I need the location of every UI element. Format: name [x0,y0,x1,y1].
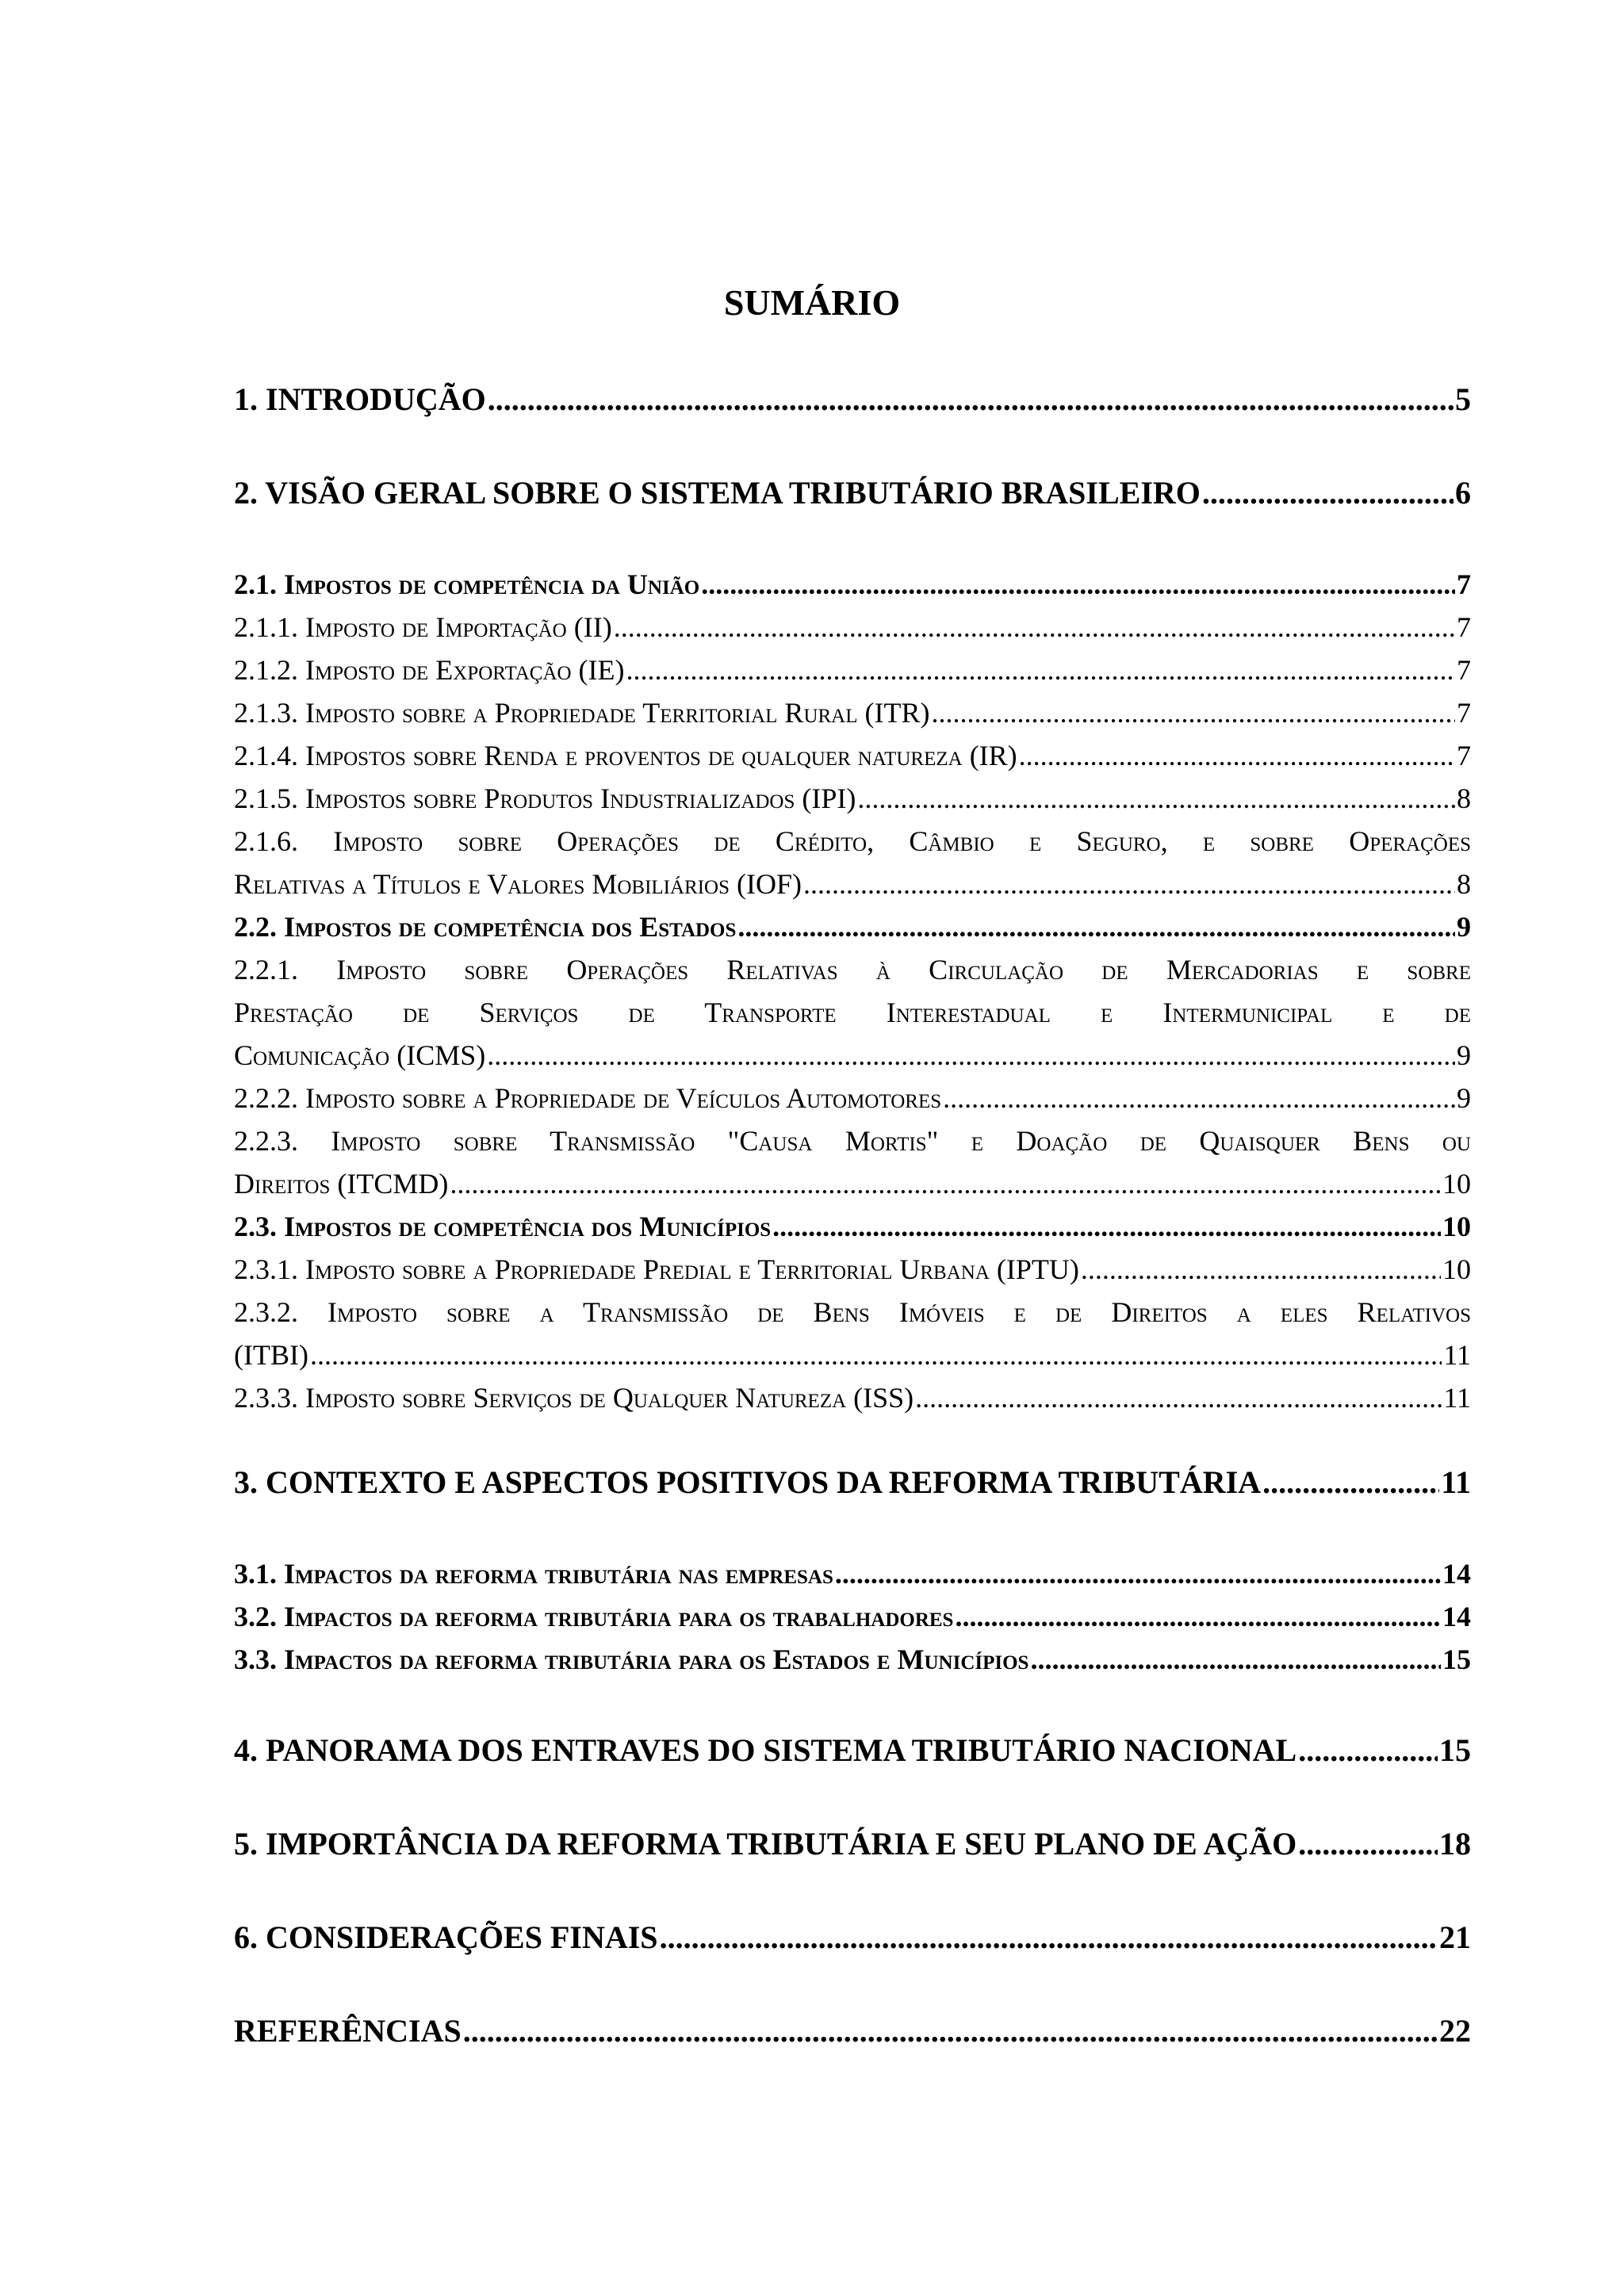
dot-leader [857,782,1455,815]
toc-entry-page: 14 [1442,1558,1471,1590]
dot-leader [737,910,1455,943]
toc-entry-label: (ITBI) [234,1339,308,1371]
dot-leader [1081,1253,1441,1286]
toc-entry-page: 8 [1457,783,1471,814]
toc-entry-label: 2.1. Impostos de competência da União [234,568,700,600]
toc-entry-page: 11 [1441,1464,1471,1500]
toc-entry-page: 5 [1455,381,1471,417]
dot-leader [660,1919,1438,1956]
toc-entry-page: 9 [1457,911,1471,943]
toc-entry-last-line [234,1338,1471,1372]
toc-entry-page: 7 [1457,611,1471,643]
toc-entry-label: 3.2. Impactos da reforma tributária para os trabalhadores [234,1601,954,1632]
toc-entry-3-3[interactable] [234,1643,1471,1676]
dot-leader [915,1381,1442,1414]
toc-entry-page: 6 [1455,475,1471,511]
toc-entry-2-3-1[interactable] [234,1253,1471,1286]
toc-entry-references[interactable] [234,2012,1471,2049]
toc-entry-last-line [234,1167,1471,1200]
dot-leader [1262,1464,1439,1501]
toc-entry-label-line: 2.3.2. Imposto sobre a Transmissão de Bens Imóveis e de Direitos a eles Relativos [234,1296,1471,1328]
dot-leader [463,2012,1438,2049]
toc-entry-label: Direitos (ITCMD) [234,1168,449,1200]
dot-leader [488,381,1454,418]
dot-leader [1298,1732,1438,1769]
toc-entry-2-1-4[interactable] [234,739,1471,772]
dot-leader [701,568,1455,601]
toc-entry-page: 8 [1457,868,1471,900]
page-title: SUMÁRIO [723,282,901,323]
toc-entry-label: Relativas a Títulos e Valores Mobiliários (IOF) [234,868,802,900]
toc-entry-page: 10 [1442,1211,1471,1242]
toc-entry-page: 22 [1439,2013,1471,2049]
toc-entry-page: 11 [1443,1382,1471,1414]
toc-entry-2-1-5[interactable] [234,782,1471,815]
dot-leader [835,1557,1441,1590]
toc-entry-3[interactable] [234,1464,1471,1501]
toc-entry-label: 2.1.2. Imposto de Exportação (IE) [234,654,625,686]
toc-entry-page: 15 [1442,1644,1471,1675]
dot-leader [955,1600,1441,1633]
toc-entry-2-2-2[interactable] [234,1081,1471,1115]
toc-entry-label: Comunicação (ICMS) [234,1039,486,1071]
toc-entry-label: 2.1.3. Imposto sobre a Propriedade Territorial Rural (ITR) [234,697,930,729]
toc-entry-2-1[interactable] [234,568,1471,601]
toc-entry-page: 7 [1457,740,1471,771]
toc-entry-label: 1. INTRODUÇÃO [234,381,486,417]
toc-entry-page: 7 [1457,697,1471,729]
toc-entry-2-3[interactable] [234,1210,1471,1243]
toc-entry-page: 9 [1457,1039,1471,1071]
toc-entry-label-line: 2.1.6. Imposto sobre Operações de Crédito, Câmbio e Seguro, e sobre Operações [234,825,1471,857]
toc-entry-page: 10 [1442,1253,1471,1285]
dot-leader [614,610,1455,644]
toc-entry-label: 2.2. Impostos de competência dos Estados [234,911,737,943]
toc-entry-page: 9 [1457,1082,1471,1114]
toc-entry-label: 6. CONSIDERAÇÕES FINAIS [234,1919,658,1955]
toc-entry-label: 2.1.1. Imposto de Importação (II) [234,611,612,643]
toc-entry-page: 21 [1439,1919,1471,1955]
toc-entry-label: 3.1. Impactos da reforma tributária nas empresas [234,1558,833,1590]
toc-entry-label: REFERÊNCIAS [234,2013,462,2049]
dot-leader [803,867,1455,901]
toc-entry-page: 7 [1457,568,1471,600]
toc-entry-label-line: 2.2.1. Imposto sobre Operações Relativas à Circulação de Mercadorias e sobre [234,954,1471,985]
toc-entry-label: 2. VISÃO GERAL SOBRE O SISTEMA TRIBUTÁRIO BRASILEIRO [234,475,1201,511]
toc-entry-page: 14 [1442,1601,1471,1632]
dot-leader [1030,1643,1441,1676]
toc-entry-2-2[interactable] [234,910,1471,943]
toc-entry-label: 3.3. Impactos da reforma tributária para os Estados e Municípios [234,1644,1029,1675]
toc-entry-label: 2.3. Impostos de competência dos Municípios [234,1211,772,1242]
toc-entry-2[interactable] [234,474,1471,511]
toc-entry-6[interactable] [234,1919,1471,1956]
toc-entry-last-line [234,867,1471,901]
toc-entry-last-line [234,1039,1471,1072]
toc-entry-page: 7 [1457,654,1471,686]
toc-entry-4[interactable] [234,1732,1471,1769]
toc-entry-page: 18 [1439,1826,1471,1862]
toc-entry-label: 5. IMPORTÂNCIA DA REFORMA TRIBUTÁRIA E SEU PLANO DE AÇÃO [234,1826,1297,1862]
dot-leader [450,1167,1441,1200]
toc-entry-label: 2.1.4. Impostos sobre Renda e proventos de qualquer natureza (IR) [234,740,1017,771]
toc-entry-page: 10 [1442,1168,1471,1200]
toc-entry-label: 2.2.2. Imposto sobre a Propriedade de Veículos Automotores [234,1082,942,1114]
toc-entry-2-1-2[interactable] [234,653,1471,687]
toc-entry-3-1[interactable] [234,1557,1471,1590]
toc-entry-label: 3. CONTEXTO E ASPECTOS POSITIVOS DA REFORMA TRIBUTÁRIA [234,1464,1262,1500]
toc-entry-label: 2.3.1. Imposto sobre a Propriedade Predial e Territorial Urbana (IPTU) [234,1253,1079,1285]
toc-entry-label: 2.3.3. Imposto sobre Serviços de Qualquer Natureza (ISS) [234,1382,914,1414]
toc-entry-label-line: Prestação de Serviços de Transporte Interestadual e Intermunicipal e de [234,997,1471,1028]
toc-entry-2-3-3[interactable] [234,1381,1471,1414]
toc-entry-label: 4. PANORAMA DOS ENTRAVES DO SISTEMA TRIBUTÁRIO NACIONAL [234,1732,1297,1768]
dot-leader [931,696,1455,729]
dot-leader [1202,474,1454,511]
toc-entry-label: 2.1.5. Impostos sobre Produtos Industrializados (IPI) [234,783,856,814]
dot-leader [1298,1825,1438,1862]
toc-entry-label-line: 2.2.3. Imposto sobre Transmissão "Causa Mortis" e Doação de Quaisquer Bens ou [234,1125,1471,1157]
dot-leader [1019,739,1455,772]
dot-leader [487,1039,1455,1072]
toc-entry-2-1-1[interactable] [234,610,1471,644]
dot-leader [772,1210,1441,1243]
dot-leader [943,1081,1455,1115]
toc-entry-page: 15 [1439,1732,1471,1768]
toc-entry-2-1-3[interactable] [234,696,1471,729]
toc-entry-1[interactable] [234,381,1471,418]
toc-entry-page: 11 [1443,1339,1471,1371]
toc-entry-3-2[interactable] [234,1600,1471,1633]
dot-leader [310,1338,1442,1372]
dot-leader [626,653,1455,687]
toc-entry-5[interactable] [234,1825,1471,1862]
